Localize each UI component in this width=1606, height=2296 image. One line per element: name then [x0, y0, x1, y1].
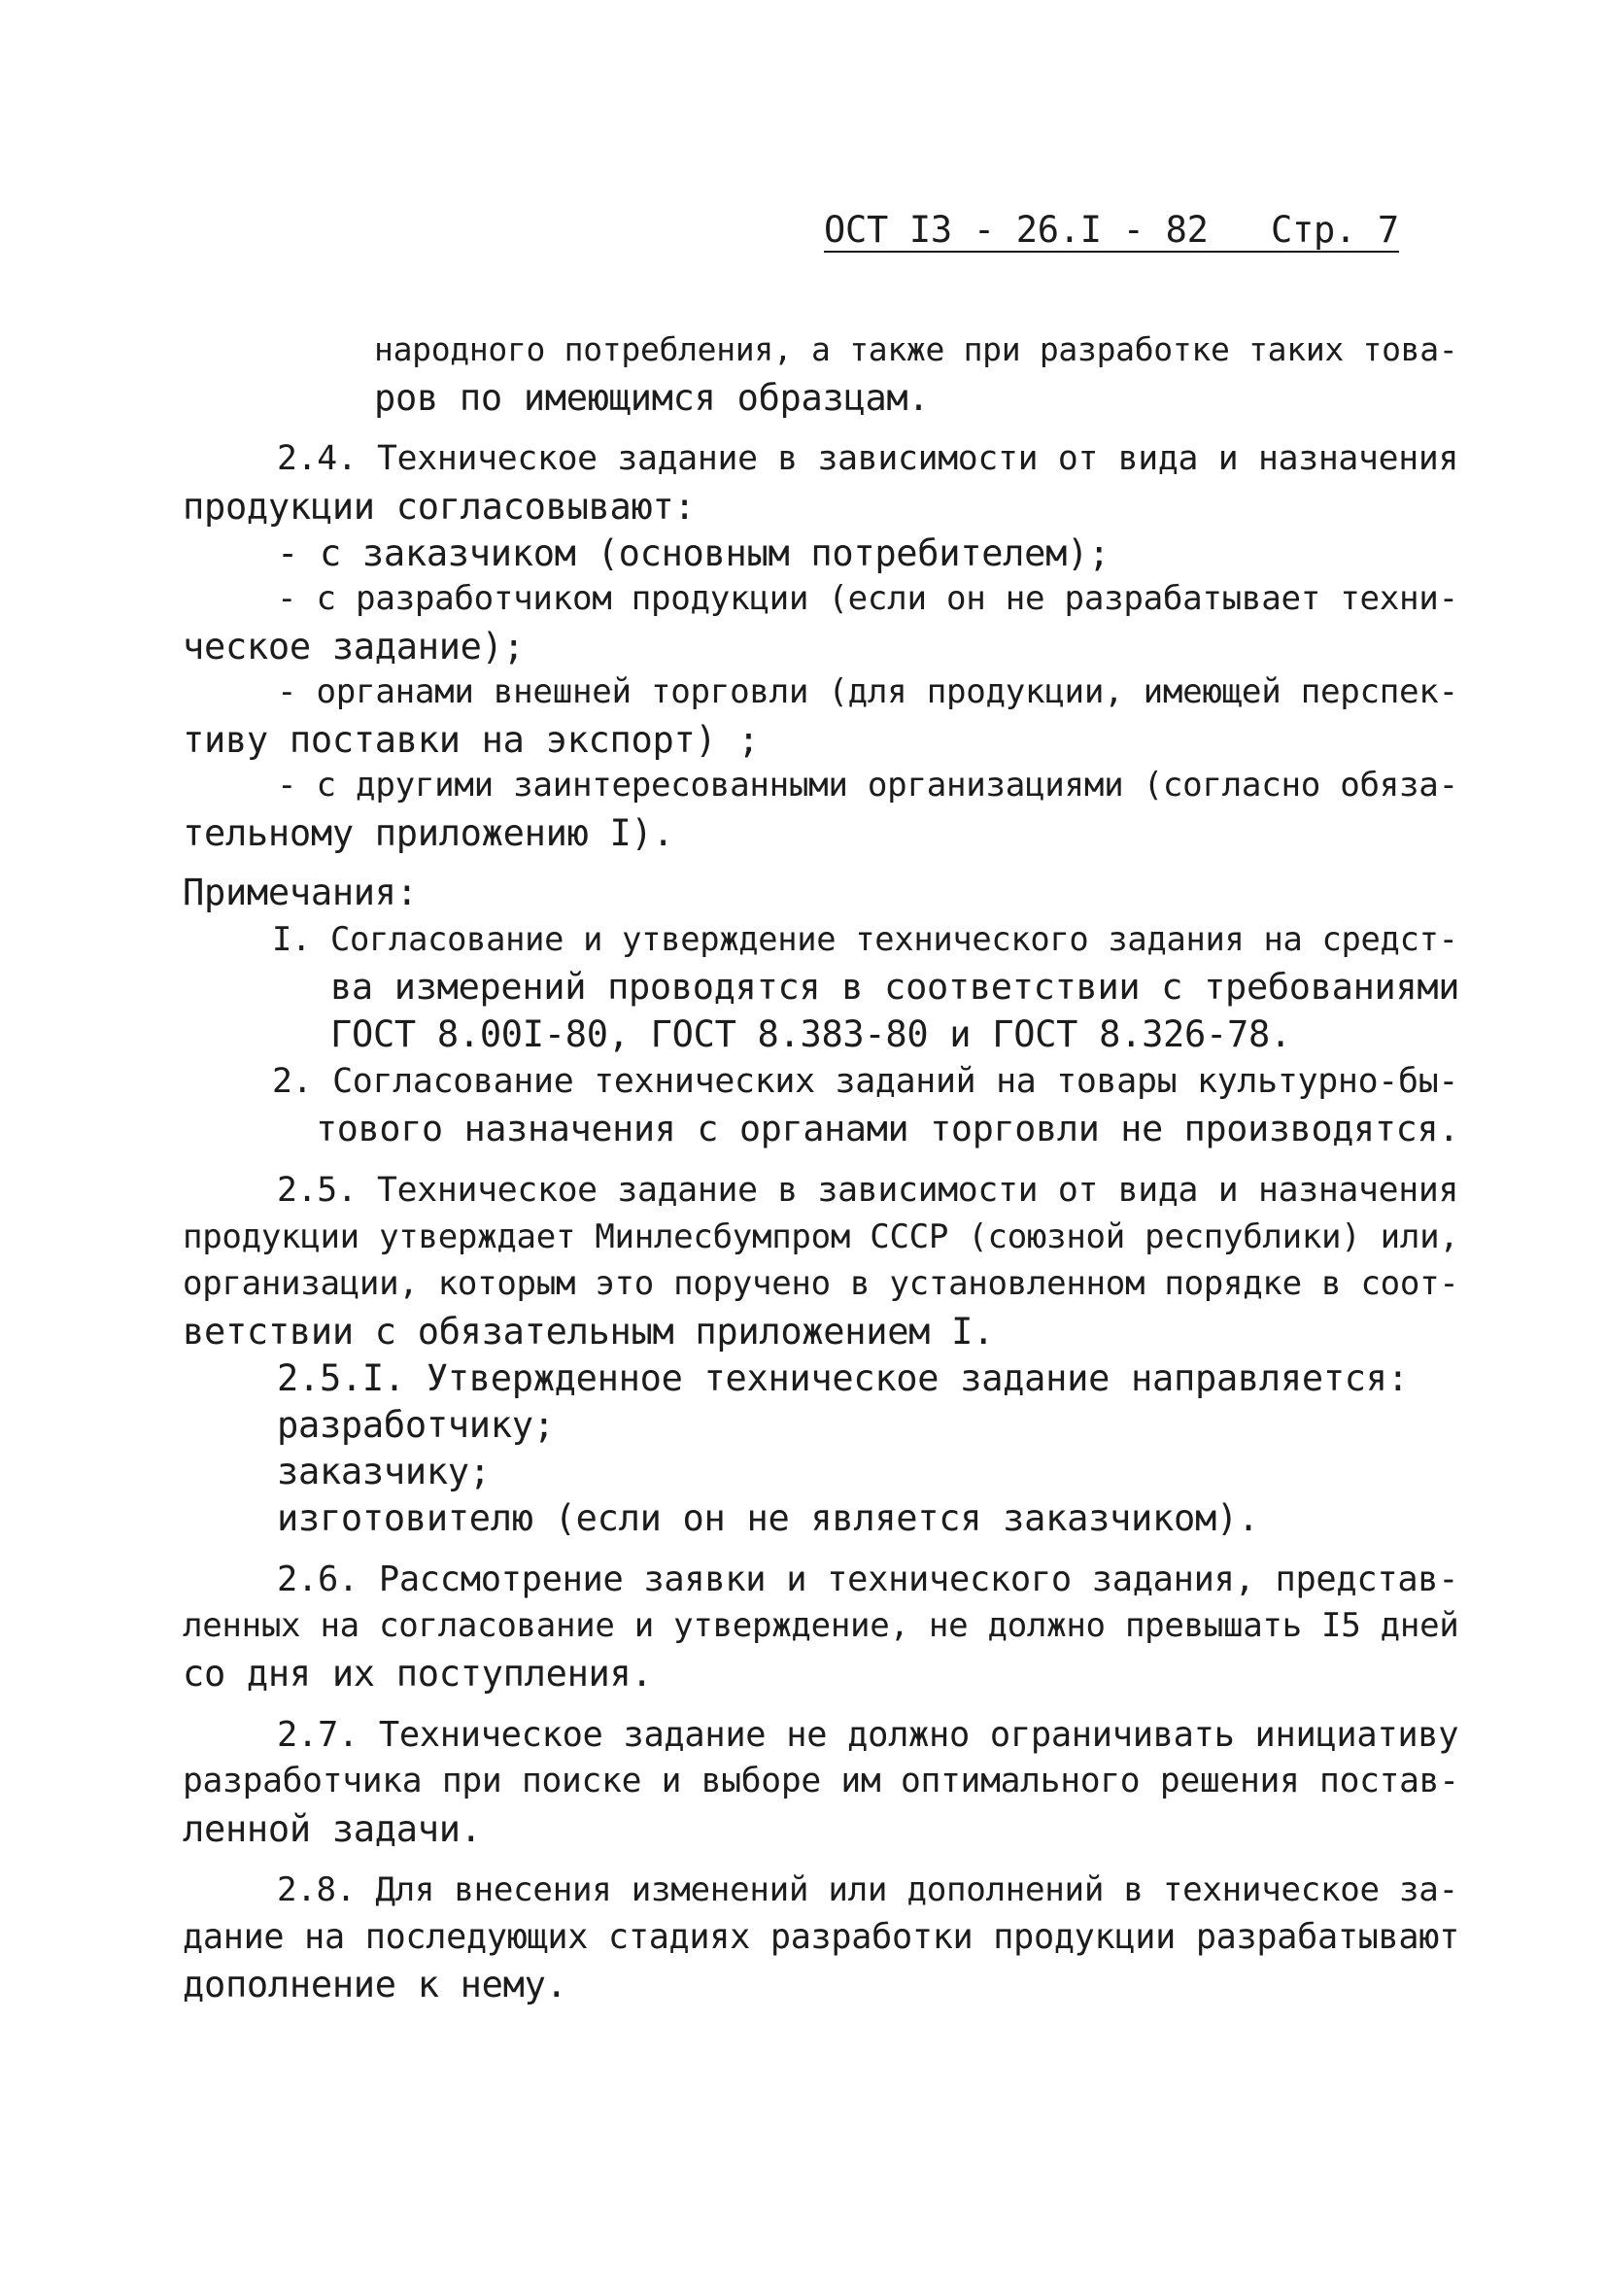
text-line: со дня их поступления. [183, 1653, 653, 1695]
text-line: ГОСТ 8.00I-80, ГОСТ 8.383-80 и ГОСТ 8.326-78. [330, 1013, 1291, 1055]
paragraph-2-7: 2.7. Техническое задание не должно ограничивать инициативу [277, 1715, 1459, 1755]
text-line: ческое задание); [183, 626, 525, 668]
text-line: продукции согласовывают: [183, 486, 696, 528]
paragraph-2-6: 2.6. Рассмотрение заявки и технического задания, представ- [277, 1559, 1459, 1599]
list-item: разработчику; [277, 1404, 555, 1446]
list-item: - с заказчиком (основным потребителем); [277, 532, 1111, 574]
doc-code: ОСТ I3 - 26.I - 82 [824, 209, 1209, 251]
text-line: ров по имеющимся образцам. [374, 377, 930, 419]
paragraph-2-5-1: 2.5.I. Утвержденное техническое задание направляется: [277, 1357, 1409, 1399]
paragraph-2-4: 2.4. Техническое задание в зависимости от вида и назначения [277, 439, 1459, 478]
text-line: тиву поставки на экспорт) ; [183, 719, 760, 761]
list-item: - с другими заинтересованными организациями (согласно обяза- [277, 766, 1458, 805]
text-line: ленных на согласование и утверждение, не должно превышать I5 дней [183, 1606, 1459, 1645]
text-line: народного потребления, а также при разработке таких това- [374, 330, 1458, 368]
text-line: тельному приложению I). [183, 812, 674, 854]
page-header [824, 209, 1399, 253]
header-rule-gap [1193, 212, 1271, 253]
note-item: I. Согласование и утверждение технического задания на средст- [272, 920, 1458, 958]
paragraph-2-5: 2.5. Техническое задание в зависимости от вида и назначения [277, 1171, 1459, 1210]
list-item: - с разработчиком продукции (если он не разрабатывает техни- [277, 579, 1458, 618]
text-line: ветствии с обязательным приложением I. [183, 1311, 995, 1353]
text-line: ва измерений проводятся в соответствии с требованиями [330, 966, 1460, 1008]
notes-heading: Примечания: [183, 872, 418, 913]
list-item: изготовителю (если он не является заказчиком). [277, 1497, 1259, 1539]
list-item: - органами внешней торговли (для продукции, имеющей перспек- [277, 672, 1458, 711]
text-line: тового назначения с органами торговли не производятся. [316, 1108, 1460, 1149]
text-line: организации, которым это поручено в установленном порядке в соот- [183, 1264, 1459, 1303]
text-line: ленной задачи. [183, 1808, 482, 1850]
text-line: дополнение к нему. [183, 1964, 567, 2005]
text-line: продукции утверждает Минлесбумпром СССР (союзной республики) или, [183, 1217, 1459, 1256]
note-item: 2. Согласование технических заданий на товары культурно-бы- [272, 1062, 1459, 1101]
paragraph-2-8: 2.8. Для внесения изменений или дополнений в техническое за- [277, 1870, 1458, 1909]
list-item: заказчику; [277, 1451, 491, 1492]
text-line: разработчика при поиске и выборе им оптимального решения постав- [183, 1762, 1459, 1800]
text-line: дание на последующих стадиях разработки продукции разрабатывают [183, 1917, 1459, 1957]
page-number: Стр. 7 [1271, 209, 1399, 251]
